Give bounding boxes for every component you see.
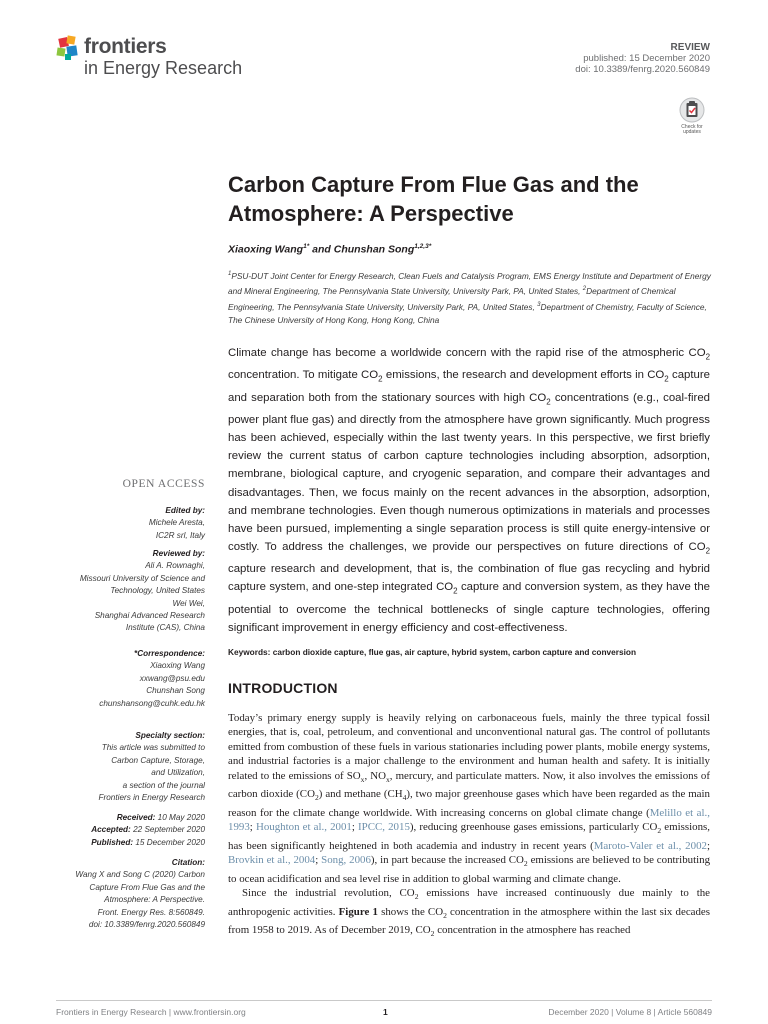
introduction-body [228,711,710,942]
keywords: Keywords: carbon dioxide capture, flue gas, air capture, hybrid system, carbon capture and conversion [228,647,637,657]
citation-link[interactable]: Melillo et al., 1993 [228,806,710,834]
affiliation: Department of Chemical Engineering, The Pennsylvania State University, University Park, PA, United States, [228,286,676,312]
affiliations [228,268,718,327]
citation-link[interactable]: Brovkin et al., 2004 [228,854,316,867]
check-for-updates-badge[interactable] [676,96,708,134]
frontiers-logo-icon [56,35,82,61]
figure-link[interactable]: Figure 1 [338,905,378,918]
logo-journal-name: in Energy Research [84,58,243,78]
edited-by-block [40,505,205,542]
reviewer-line: Ali A. Rownaghi, [145,561,205,571]
correspondent-name: Xiaoxing Wang [150,661,205,671]
section-heading-introduction: INTRODUCTION [228,680,338,696]
correspondence-block [40,648,205,710]
author-name[interactable]: Xiaoxing Wang [228,243,304,256]
affiliation: Department of Chemistry, Faculty of Science, The Chinese University of Hong Kong, Hong Kong, China [228,301,707,325]
affiliation: PSU-DUT Joint Center for Energy Research, Clean Fuels and Catalysis Program, EMS Energy Institute and Department of Energy and Mineral Engineering, The Pennsylvania State University, University Park, PA, United States, [228,270,711,297]
reviewed-by-label: Reviewed by: [152,549,205,558]
citation-line: Atmosphere: A Perspective. [104,895,205,905]
author-sup: 1,2,3 [414,243,429,250]
citation-link[interactable]: Song, 2006 [321,854,371,867]
body-paragraph: Since the industrial revolution, $CO_2$ emissions have increased continuously due mainly to the anthropogenic activities. Figure 1 shows the $CO_2$ concentration in the atmosphere within the last six decades from 1958 to 2019. As of December 2019, $CO_2$ concentration in the atmosphere has reached [228,887,710,939]
citation-link[interactable]: Houghton et al., 2001 [255,821,352,834]
editor-name: Michele Aresta, [148,518,205,528]
reviewer-line: Missouri University of Science and [79,573,205,583]
published-date-side: Published: 15 December 2020 [91,837,205,847]
page-footer [56,1000,712,1017]
citation-line: Capture From Flue Gas and the [89,882,205,892]
article-meta [575,42,710,75]
reviewer-line: Wei Wei, [172,598,205,608]
editor-affil: IC2R srl, Italy [155,530,205,540]
affil-sup: 3 [537,301,541,308]
author-sup: 1 [303,243,307,250]
affil-sup: 1 [228,271,232,277]
specialty-label: Specialty section: [135,731,205,740]
logo-wordmark: frontiers [84,35,167,58]
correspondence-label: *Correspondence: [134,649,205,658]
specialty-line: a section of the journal [122,780,205,790]
citation-link[interactable]: Maroto-Valer et al., 2002 [593,839,707,852]
check-updates-icon [676,96,708,124]
dates-block [40,812,205,849]
correspondent-email[interactable]: chunshansong@cuhk.edu.hk [99,698,205,708]
corresponding-mark: * [306,243,310,250]
specialty-line: Frontiers in Energy Research [98,793,205,803]
citation-link[interactable]: IPCC, 2015 [358,821,410,834]
published-date: published: 15 December 2020 [583,53,710,64]
reviewer-line: Shanghai Advanced Research [94,611,205,621]
journal-logo[interactable] [56,32,246,82]
affil-sup: 2 [582,286,587,293]
reviewer-line: Technology, United States [110,586,205,596]
article-type: REVIEW [670,42,710,53]
specialty-line: Carbon Capture, Storage, [111,755,205,765]
citation-line: Front. Energy Res. 8:560849. [97,907,205,917]
edited-by-label: Edited by: [165,506,205,515]
article-title: Carbon Capture From Flue Gas and the Atmosphere: A Perspective [228,172,639,226]
citation-line[interactable]: doi: 10.3389/fenrg.2020.560849 [88,920,205,930]
body-paragraph: Today’s primary energy supply is heavily relying on carbonaceous fuels, mainly the three typical fossil energies, that is, coal, petroleum, and conventional and unconventional natural gas. The control of pollutants emitted from combustion of these fuels in various stationaries including power plants, mobile energy systems, and industrial factories is a major challenge to the environment and human health and safety. It is initially related to the emissions of $SO_x$, $NO_x$, mercury, and particulate matters. Now, it also involves the emissions of carbon dioxide $(CO_2)$ and methane $(CH_4)$, two major greenhouse gases which have been regarded as the main reason for the climate change worldwide. With increasing concerns on global climate change (Melillo et al., 1993; Houghton et al., 2001; IPCC, 2015), reducing greenhouse gases emissions, particularly $CO_2$ emissions, has been significantly heightened in both academia and industry in recent years (Maroto-Valer et al., 2002; Brovkin et al., 2004; Song, 2006), in part because the increased $CO_2$ emissions are believed to be contributing to ocean acidification and sea level rise in addition to global warming and climate change. [228,712,711,885]
citation-label: Citation: [171,858,205,867]
corresponding-mark: * [428,243,432,250]
citation-line: Wang X and Song C (2020) Carbon [75,870,205,880]
correspondent-email[interactable]: xxwang@psu.edu [139,673,205,683]
page-number: 1 [383,1007,388,1017]
specialty-line: This article was submitted to [101,743,205,753]
check-updates-label: Check for updates [681,124,703,135]
reviewed-by-block [40,548,205,635]
author-connector: and [309,243,334,256]
accepted-date: Accepted: 22 September 2020 [91,825,205,835]
citation-block [40,857,205,931]
open-access-label: OPEN ACCESS [122,478,205,490]
specialty-line: and Utilization, [151,768,205,778]
received-date: Received: 10 May 2020 [116,813,205,822]
author-list [228,243,431,256]
reviewer-line: Institute (CAS), China [125,623,205,633]
abstract: Climate change has become a worldwide concern with the rapid rise of the atmospheric $CO_2$ concentration. To mitigate $CO_2$ emissions, the research and development efforts in $CO_2$ capture and separation both from the stationary sources with high $CO_2$ concentrations (e.g., coal-fired power plant flue gas) and directly from the atmosphere have grown significantly. Much progress has been achieved, especially within the last twenty years. In this perspective, we first briefly review the current status of carbon capture technologies including absorption, adsorption, membrane, biological capture, and cryogenic separation, and compare their advantages and disadvantages. Then, we focus mainly on the recent advances in the absorption, adsorption, and membrane technologies. Even though numerous optimizations in materials and processes have been pursued, implementing a single separation process is still quite energy-intensive or costly. To address the challenges, we provide our perspectives on future directions of $CO_2$ capture research and development, that is, the combination of flue gas recycling and hybrid capture system, and one-step integrated $CO_2$ capture and conversion system, as they have the potential to overcome the technical bottlenecks of single capture technologies, offering significant improvement in energy efficiency and cost-effectiveness. [228,347,710,634]
doi[interactable]: doi: 10.3389/fenrg.2020.560849 [575,64,710,75]
footer-journal[interactable]: Frontiers in Energy Research | www.frontiersin.org [56,1007,246,1017]
correspondent-name: Chunshan Song [146,686,205,696]
footer-issue: December 2020 | Volume 8 | Article 560849 [548,1007,712,1017]
specialty-section-block [40,730,205,804]
author-name[interactable]: Chunshan Song [333,243,415,256]
